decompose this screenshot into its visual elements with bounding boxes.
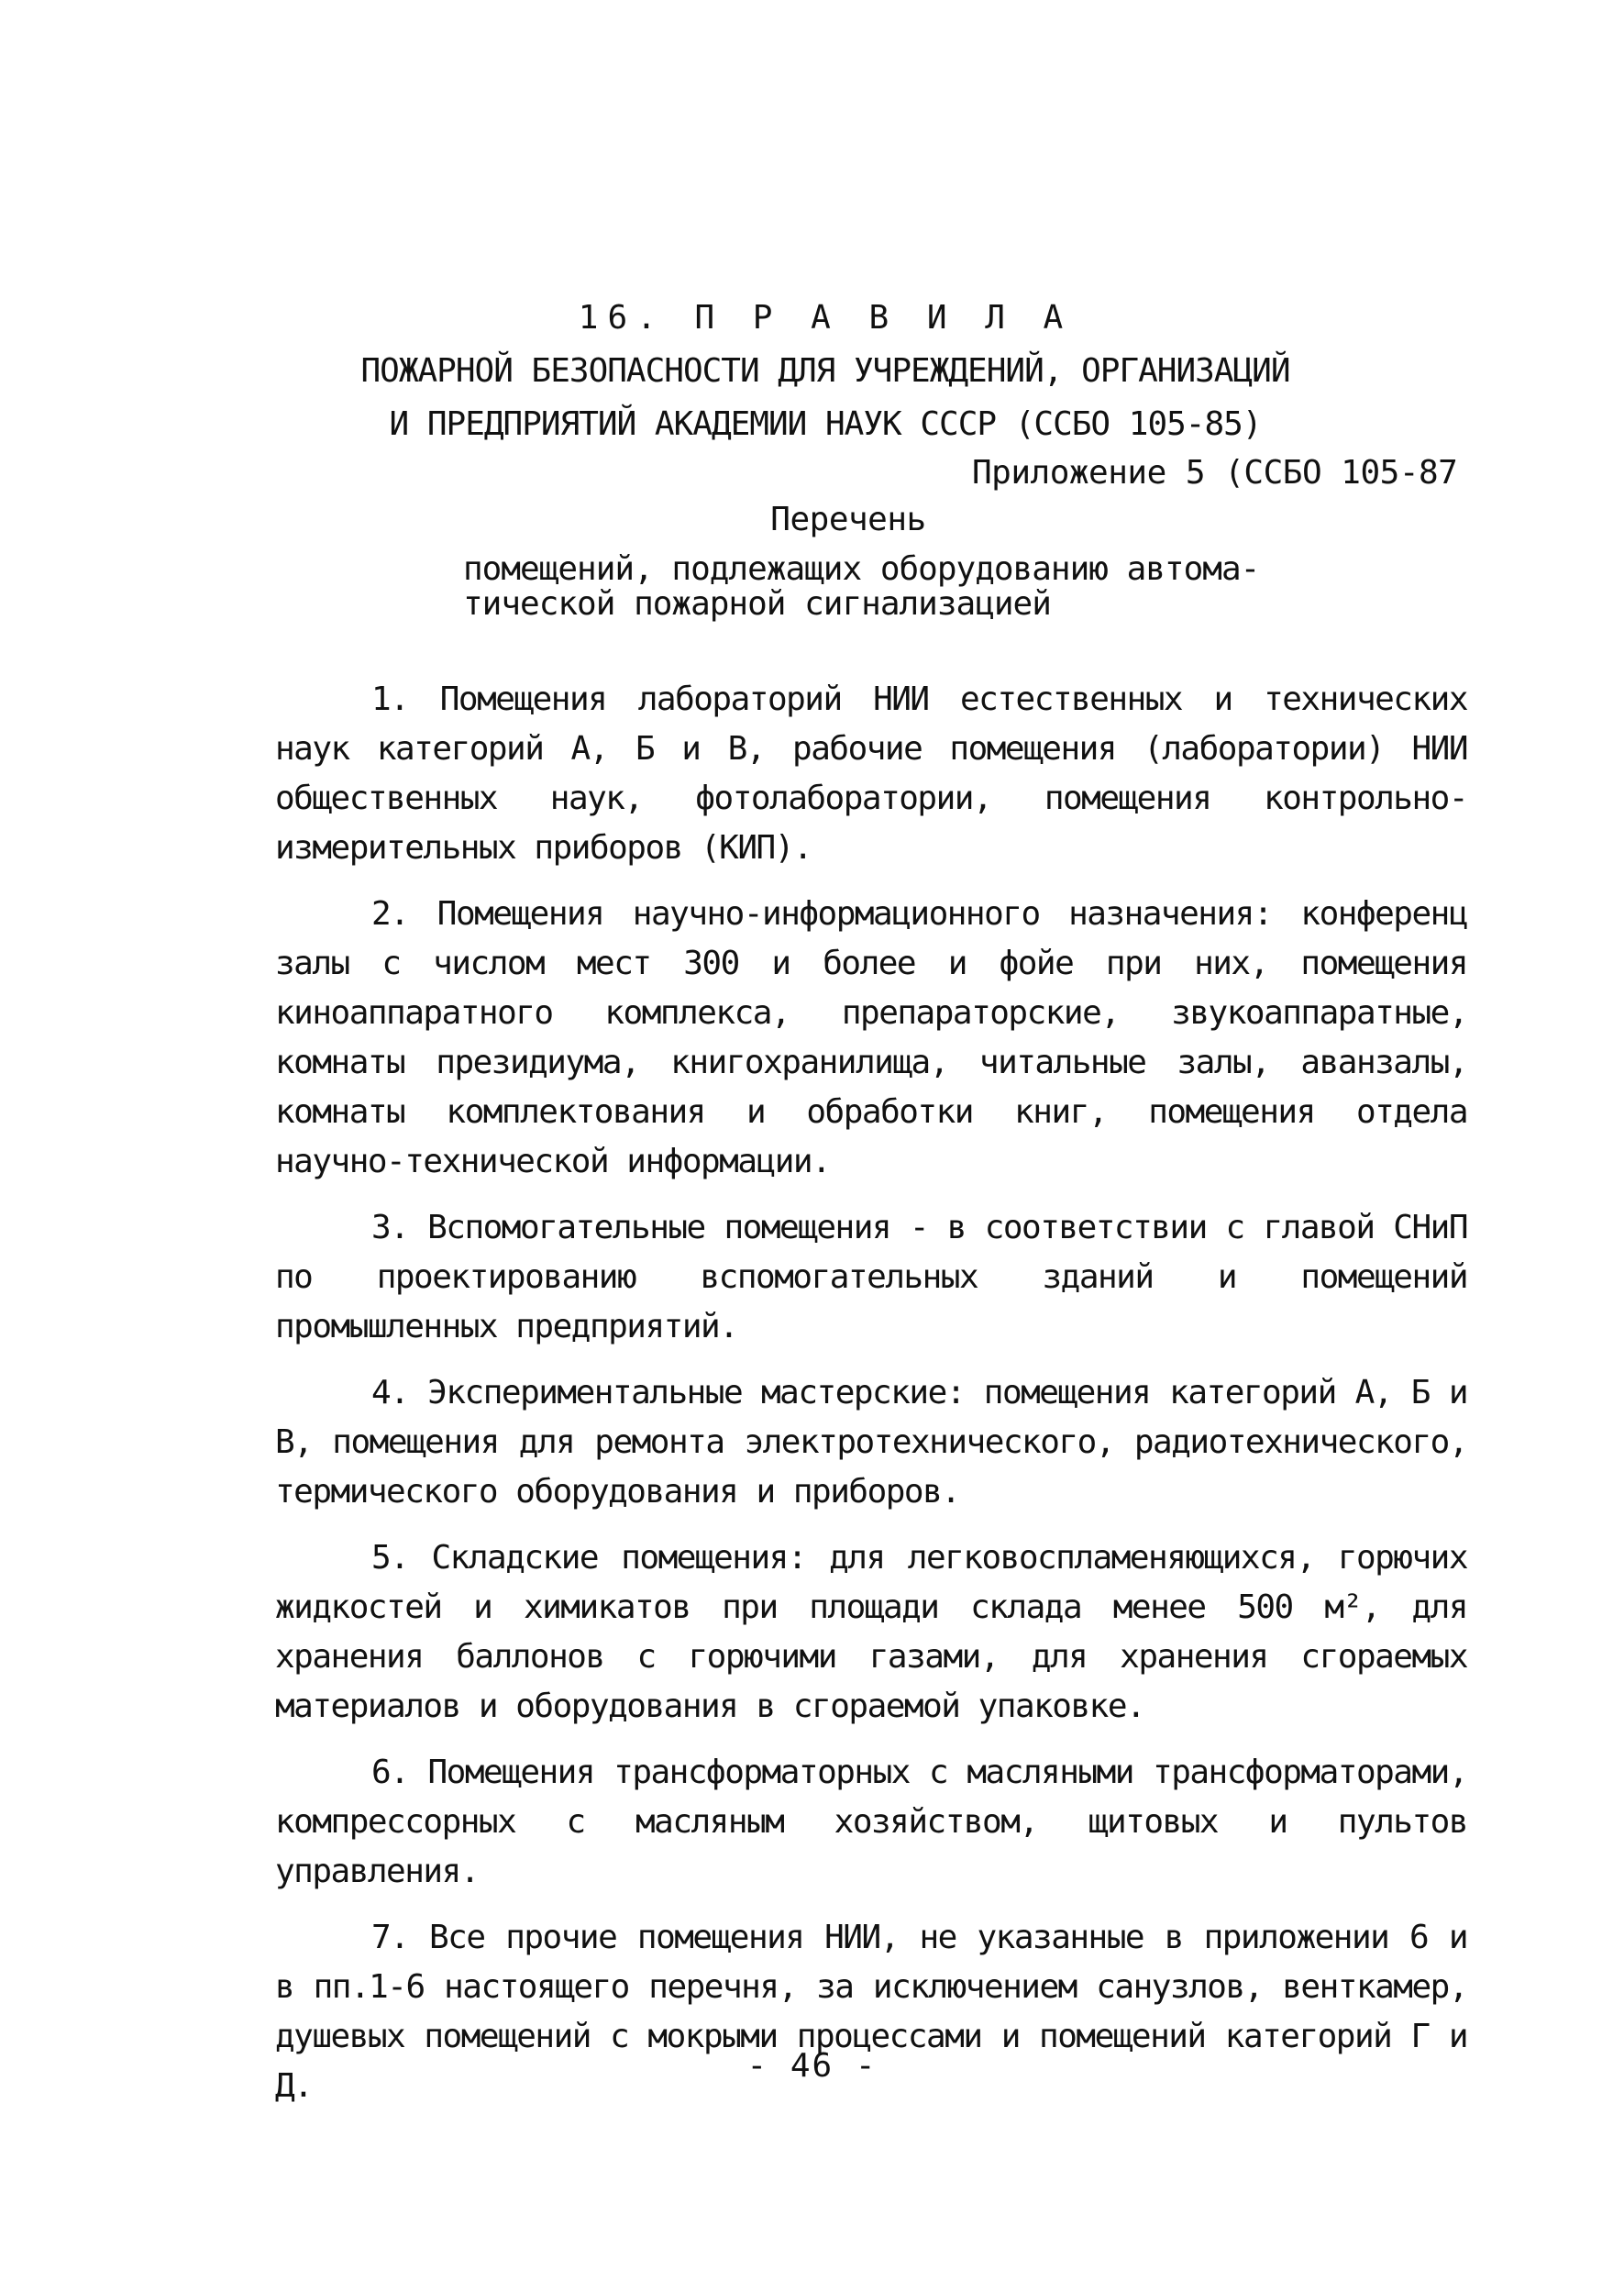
list-item-1: 1. Помещения лабораторий НИИ естественных и технических наук категорий А, Б и В, рабочие помещения (лаборатории) НИИ общественных наук, фотолаборатории, помещения контрольно-измерительных приборов (КИП).: [275, 681, 1467, 867]
list-item-5: 5. Складские помещения: для легковоспламеняющихся, горючих жидкостей и химикатов при площади склада менее 500 м², для хранения баллонов с горючими газами, для хранения сгораемых материалов и оборудования в сгораемой упаковке.: [275, 1539, 1467, 1725]
list-item-7: 7. Все прочие помещения НИИ, не указанные в приложении 6 и в пп.1-6 настоящего перечня, за исключением санузлов, венткамер, душевых помещений с мокрыми процессами и помещений категорий Г и Д.: [275, 1919, 1467, 2105]
list-heading: Перечень: [770, 501, 926, 538]
title-line-1: ПОЖАРНОЙ БЕЗОПАСНОСТИ ДЛЯ УЧРЕЖДЕНИЙ, ОРГАНИЗАЦИЙ: [360, 352, 1290, 390]
list-item-3: 3. Вспомогательные помещения - в соответствии с главой СНиП по проектированию вспомогательных зданий и помещений промышленных предприятий.: [275, 1209, 1467, 1345]
list-heading-block: [413, 503, 1284, 622]
document-title: [275, 292, 1375, 451]
list-subheading-line-2: тической пожарной сигнализацией: [463, 585, 1051, 623]
list-items: [275, 675, 1467, 2128]
title-line-2: И ПРЕДПРИЯТИЙ АКАДЕМИИ НАУК СССР (ССБО 105-85): [389, 405, 1262, 443]
list-item-2: 2. Помещения научно-информационного назначения: конференц залы с числом мест 300 и более и фойе при них, помещения киноаппаратного комплекса, препараторские, звукоаппаратные, комнаты президиума, книгохранилища, читальные залы, аванзалы, комнаты комплектования и обработки книг, помещения отдела научно-технической информации.: [275, 895, 1467, 1180]
appendix-label: Приложение 5 (ССБО 105-87: [972, 454, 1458, 492]
page-number: - 46 -: [746, 2047, 878, 2085]
list-item-4: 4. Экспериментальные мастерские: помещения категорий А, Б и В, помещения для ремонта электротехнического, радиотехнического, термического оборудования и приборов.: [275, 1374, 1467, 1511]
title-rules-heading: 16. П Р А В И Л А: [578, 299, 1073, 337]
list-item-6: 6. Помещения трансформаторных с масляными трансформаторами, компрессорных с масляным хозяйством, щитовых и пультов управления.: [275, 1754, 1467, 1890]
list-subheading-line-1: помещений, подлежащих оборудованию автома-: [463, 550, 1260, 588]
